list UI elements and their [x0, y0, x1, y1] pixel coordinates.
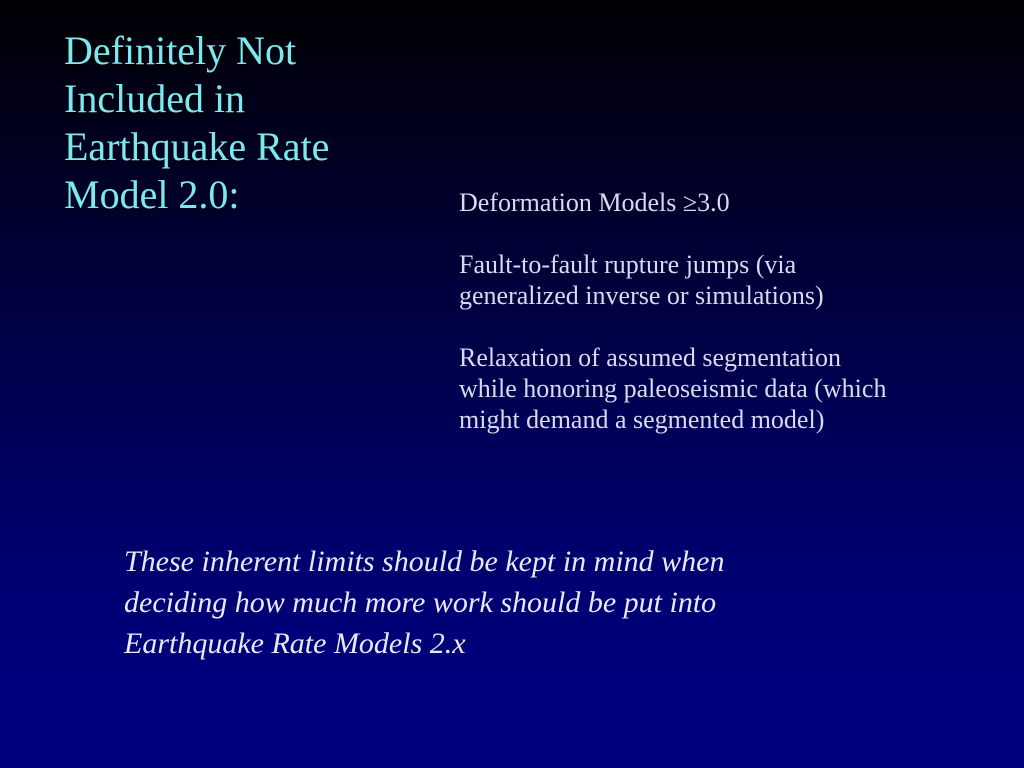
body-text-line: Fault-to-fault rupture jumps (via: [459, 250, 797, 279]
body-text-line: might demand a segmented model): [459, 405, 825, 434]
note-text-line: These inherent limits should be kept in mind when: [124, 545, 725, 578]
body-text-line: Relaxation of assumed segmentation: [459, 343, 841, 372]
slide-title-line: Model 2.0:: [64, 172, 240, 217]
body-paragraph-fault-to-fault: [459, 249, 886, 311]
slide-title-line: Included in: [64, 76, 246, 121]
body-paragraph-deformation-models: [459, 187, 886, 218]
body-text-line: while honoring paleoseismic data (which: [459, 374, 887, 403]
body-text-line: generalized inverse or simulations): [459, 281, 824, 310]
note-text-line: deciding how much more work should be put into: [124, 586, 717, 619]
slide-title-line: Earthquake Rate: [64, 124, 330, 169]
slide-note-italic: [124, 541, 724, 664]
slide-title-line: Definitely Not: [64, 28, 297, 73]
body-text-line: Deformation Models ≥3.0: [459, 188, 730, 217]
note-text-line: Earthquake Rate Models 2.x: [124, 627, 466, 660]
body-paragraph-relaxation-segmentation: [459, 342, 886, 435]
slide-title: [64, 27, 329, 219]
slide-body: [459, 187, 886, 435]
